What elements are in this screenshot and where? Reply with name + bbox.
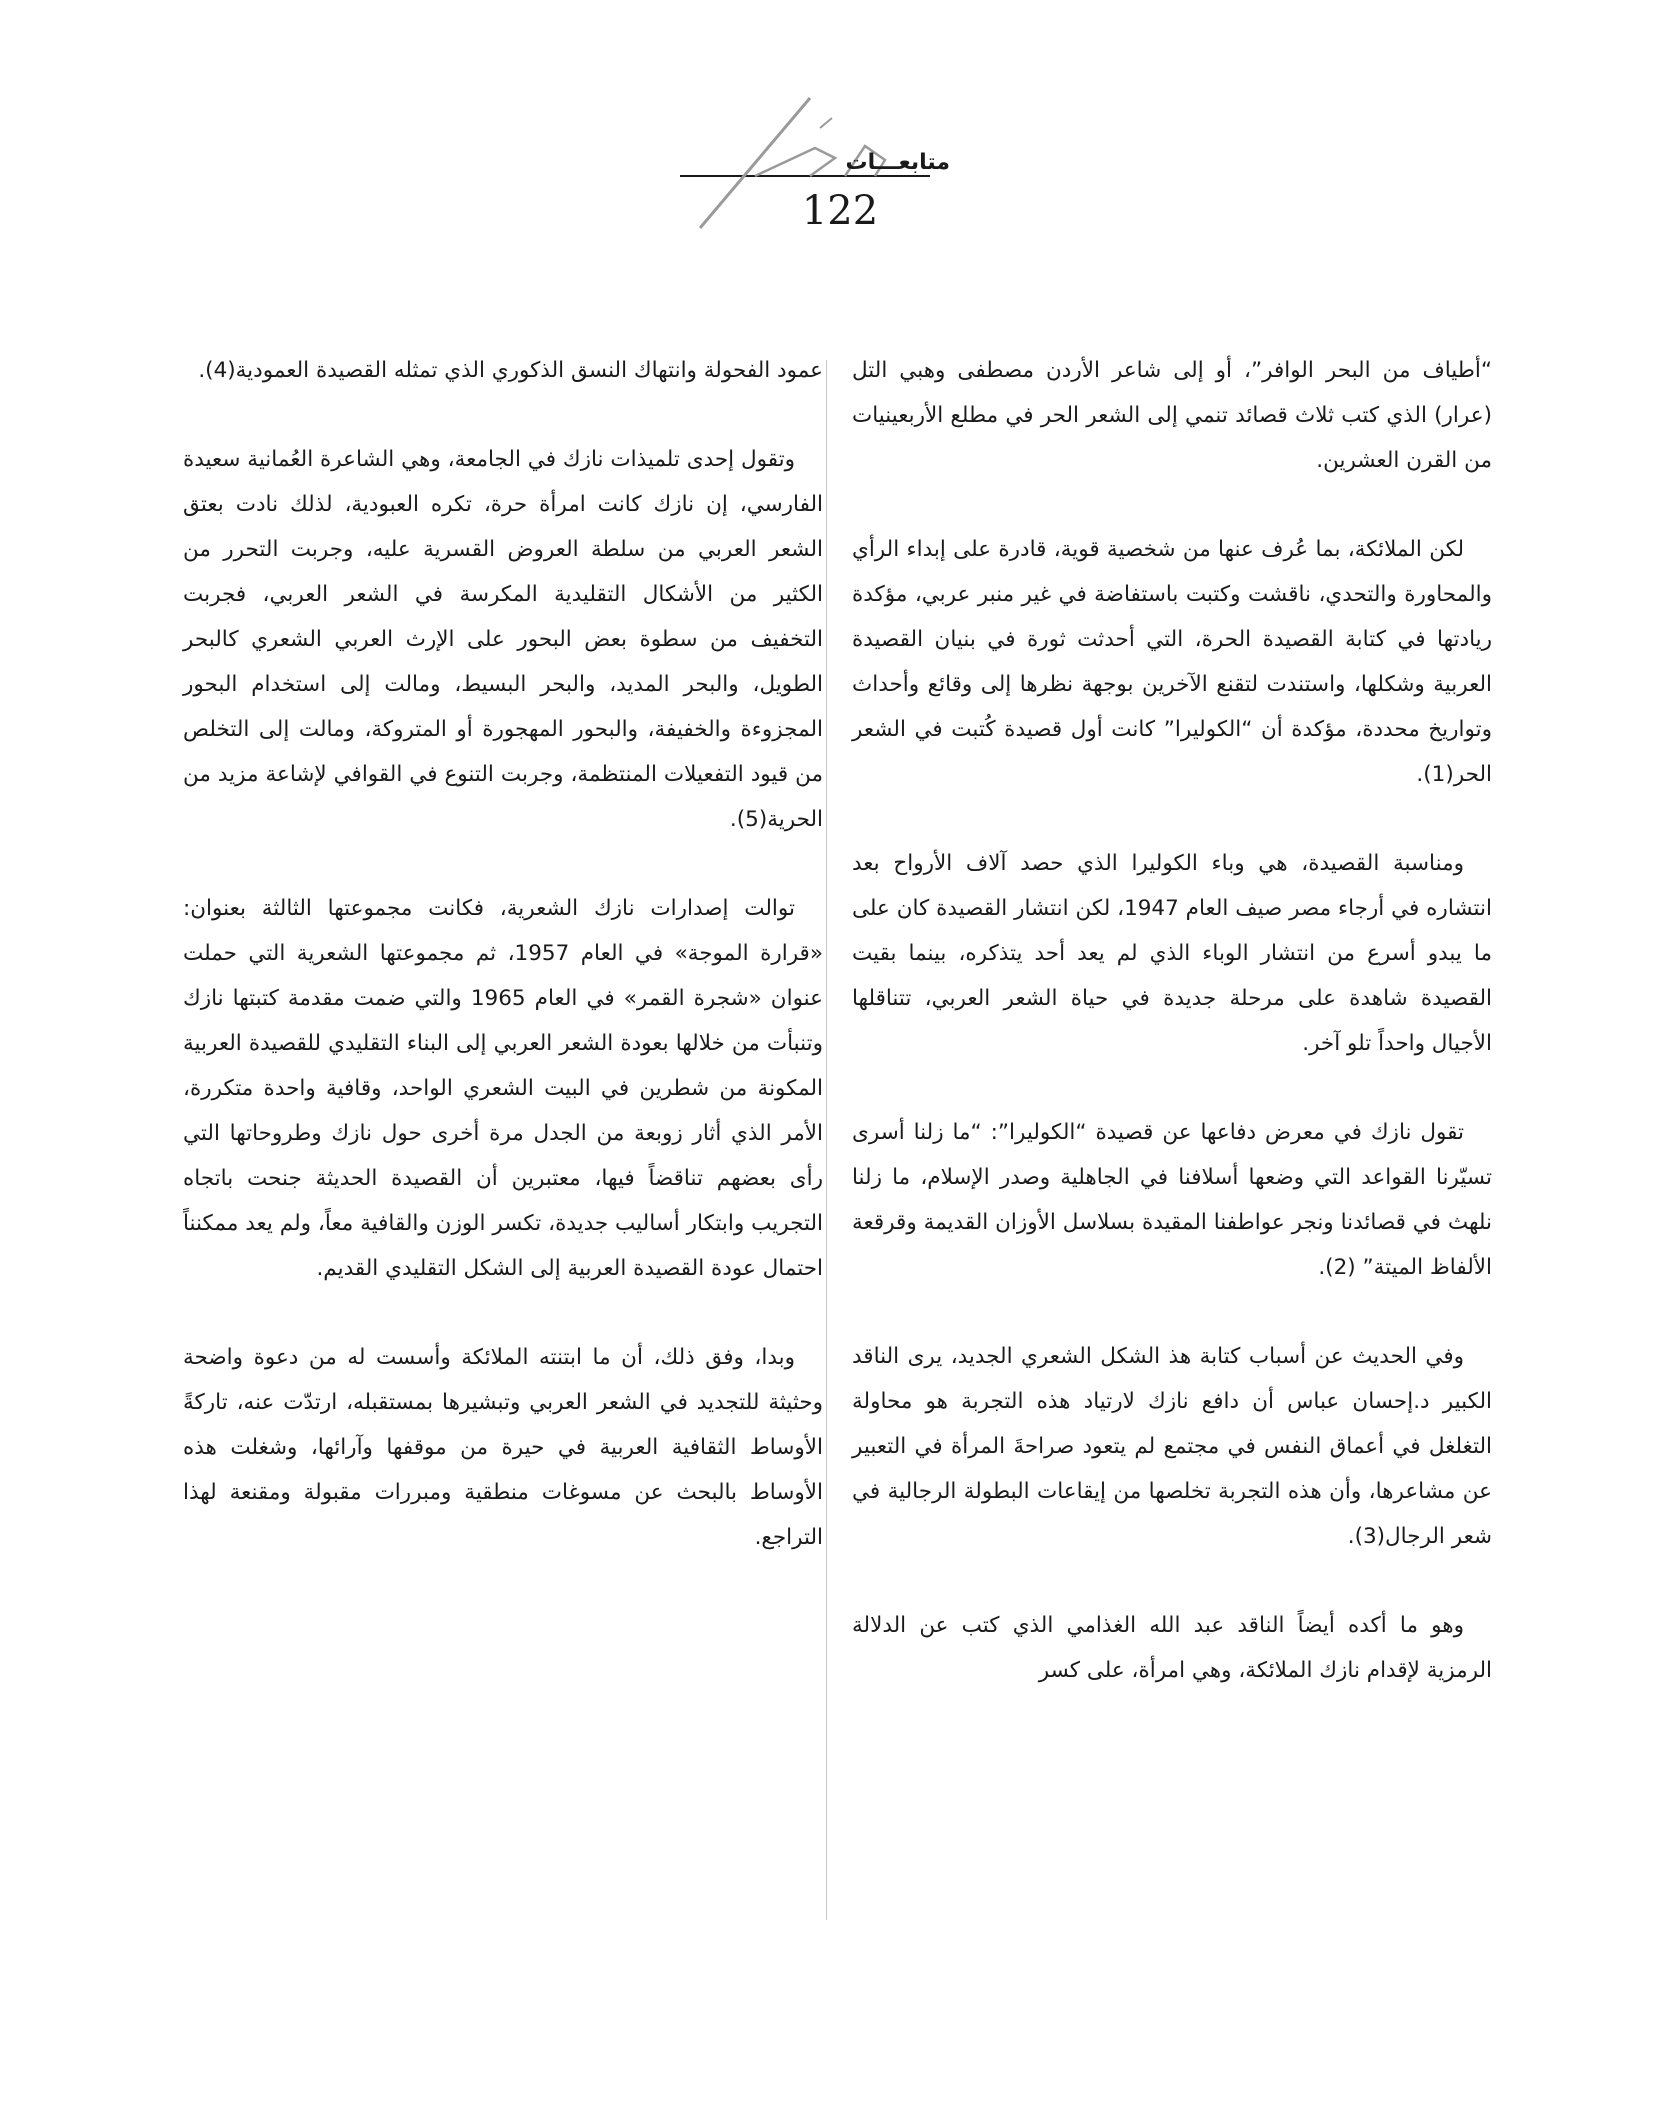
left-column xyxy=(183,348,823,1604)
paragraph: توالت إصدارات نازك الشعرية، فكانت مجموعتها الثالثة بعنوان: «قرارة الموجة» في العام 1957، ثم مجموعتها الشعرية التي حملت عنوان «شجرة القمر» في العام 1965 والتي ضمت مقدمة كتبتها نازك وتنبأت من خلالها بعودة الشعر العربي إلى البناء التقليدي للقصيدة العربية المكونة من شطرين في البيت الشعري الواحد، وقافية واحدة متكررة، الأمر الذي أثار زوبعة من الجدل مرة أخرى حول نازك وطروحاتها التي رأى بعضهم تناقضاً فيها، معتبرين أن القصيدة الحديثة جنحت باتجاه التجريب وابتكار أساليب جديدة، تكسر الوزن والقافية معاً، ولم يعد ممكنناً احتمال عودة القصيدة العربية إلى الشكل التقليدي القديم. xyxy=(183,896,823,1281)
paragraph: وهو ما أكده أيضاً الناقد عبد الله الغذامي الذي كتب عن الدلالة الرمزية لإقدام نازك الملائكة، وهي امرأة، على كسر xyxy=(852,1613,1492,1683)
right-column xyxy=(852,348,1492,1737)
page-header xyxy=(660,88,980,268)
page-number: 122 xyxy=(801,188,879,234)
paragraph: تقول نازك في معرض دفاعها عن قصيدة “الكوليرا”: “ما زلنا أسرى تسيّرنا القواعد التي وضعها أسلافنا في الجاهلية وصدر الإسلام، ما زلنا نلهث في قصائدنا ونجر عواطفنا المقيدة بسلاسل الأوزان القديمة وقرقعة الألفاظ الميتة” (2). xyxy=(852,1120,1492,1280)
paragraph: ومناسبة القصيدة، هي وباء الكوليرا الذي حصد آلاف الأرواح بعد انتشاره في أرجاء مصر صيف العام 1947، لكن انتشار القصيدة كان على ما يبدو أسرع من انتشار الوباء الذي لم يعد أحد يتذكره، بينما بقيت القصيدة شاهدة على مرحلة جديدة في حياة الشعر العربي، تتناقلها الأجيال واحداً تلو آخر. xyxy=(852,851,1492,1056)
magazine-logo xyxy=(660,88,980,268)
paragraph: وتقول إحدى تلميذات نازك في الجامعة، وهي الشاعرة العُمانية سعيدة الفارسي، إن نازك كانت امرأة حرة، تكره العبودية، لذلك نادت بعتق الشعر العربي من سلطة العروض القسرية عليه، وجربت التحرر من الكثير من الأشكال التقليدية المكرسة في الشعر العربي، فجربت التخفيف من سطوة بعض البحور على الإرث العربي الشعري كالبحر الطويل، والبحر المديد، والبحر البسيط، ومالت إلى استخدام البحور المجزوءة والخفيفة، والبحور المهجورة أو المتروكة، ومالت إلى التخلص من قيود التفعيلات المنتظمة، وجربت التنوع في القوافي لإشاعة مزيد من الحرية(5). xyxy=(183,447,823,832)
paragraph: عمود الفحولة وانتهاك النسق الذكوري الذي تمثله القصيدة العمودية(4). xyxy=(198,358,823,383)
paragraph: لكن الملائكة، بما عُرف عنها من شخصية قوية، قادرة على إبداء الرأي والمحاورة والتحدي، ناقشت وكتبت باستفاضة في غير منبر عربي، مؤكدة ريادتها في كتابة القصيدة الحرة، التي أحدثت ثورة في بنيان القصيدة العربية وشكلها، واستندت لتقنع الآخرين بوجهة نظرها إلى وقائع وأحداث وتواريخ محددة، مؤكدة أن “الكوليرا” كانت أول قصيدة كُتبت في الشعر الحر(1). xyxy=(852,537,1492,787)
column-divider xyxy=(826,360,827,1920)
paragraph: وبدا، وفق ذلك، أن ما ابتنته الملائكة وأسست له من دعوة واضحة وحثيثة للتجديد في الشعر العربي وتبشيرها بمستقبله، ارتدّت عنه، تاركةً الأوساط الثقافية العربية في حيرة من موقفها وآرائها، وشغلت هذه الأوساط بالبحث عن مسوغات منطقية ومبررات مقبولة ومقنعة لهذا التراجع. xyxy=(183,1345,823,1550)
paragraph: وفي الحديث عن أسباب كتابة هذ الشكل الشعري الجديد، يرى الناقد الكبير د.إحسان عباس أن دافع نازك لارتياد هذه التجربة هو محاولة التغلغل في أعماق النفس في مجتمع لم يتعود صراحةَ المرأة في التعبير عن مشاعرها، وأن هذه التجربة تخلصها من إيقاعات البطولة الرجالية في شعر الرجال(3). xyxy=(852,1344,1492,1549)
section-label: متابعـــات xyxy=(845,150,950,175)
paragraph: “أطياف من البحر الوافر”، أو إلى شاعر الأردن مصطفى وهبي التل (عرار) الذي كتب ثلاث قصائد تنمي إلى الشعر الحر في مطلع الأربعينيات من القرن العشرين. xyxy=(852,358,1492,473)
